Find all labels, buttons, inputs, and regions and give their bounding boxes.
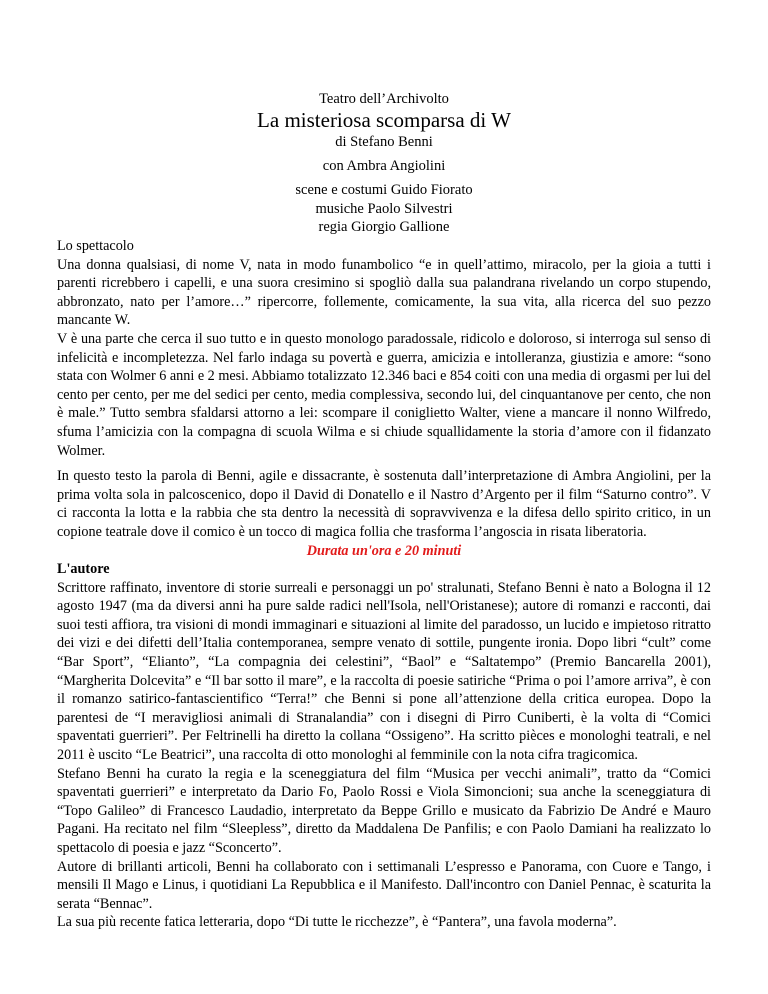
- duration-note: Durata un'ora e 20 minuti: [306, 542, 462, 559]
- author-paragraph: Stefano Benni ha curato la regia e la sceneggiatura del film “Musica per vecchi animali”, tratto da “Comici spaventati guerrieri” e interpretato da Dario Fo, Paolo Rossi e Viola Simoncioni; sua anche la sceneggiatura di “Topo Galileo” di Francesco Laudadio, interpretato da Beppe Grillo e musicato da Fabrizio De André e Mauro Pagani. Ha recitato nel film “Sleepless”, diretto da Maddalena De Panfilis; e con Paolo Damiani ha realizzato lo spettacolo di poesia e jazz “Sconcerto”.: [57, 765, 711, 856]
- author-paragraph: La sua più recente fatica letteraria, dopo “Di tutte le ricchezze”, è “Pantera”, una favola moderna”.: [57, 914, 617, 931]
- credit-direction: regia Giorgio Gallione: [318, 219, 450, 236]
- theatre-name: Teatro dell’Archivolto: [319, 91, 449, 107]
- credits-block: [0, 181, 768, 237]
- show-paragraph: Una donna qualsiasi, di nome V, nata in modo funambolico “e in quell’attimo, miracolo, per la gioia a tutti i parenti ricrebbero i capelli, e una suora cresimino si spogliò dalla sua palandrana rivelando un corpo stupendo, abbronzato, nato per l’amore…” ripercorre, follemente, comicamente, la sua vita, alla ricerca del suo pezzo mancante W.: [57, 256, 711, 329]
- document-body: [57, 237, 711, 932]
- show-author: di Stefano Benni: [335, 134, 433, 150]
- show-heading: Lo spettacolo: [57, 238, 134, 254]
- author-paragraph: Autore di brillanti articoli, Benni ha collaborato con i settimanali L’espresso e Panorama, con Cuore e Tango, i mensili Il Mago e Linus, i quotidiani La Repubblica e il Manifesto. Dall'incontro con Daniel Pennac, è scaturita la serata “Bennac”.: [57, 858, 711, 912]
- credit-music: musiche Paolo Silvestri: [315, 200, 453, 217]
- show-title: La misteriosa scomparsa di W: [257, 108, 511, 132]
- show-cast: con Ambra Angiolini: [322, 158, 446, 174]
- credit-scenes: scene e costumi Guido Fiorato: [295, 182, 473, 198]
- author-paragraph: Scrittore raffinato, inventore di storie surreali e personaggi un po' stralunati, Stefano Benni è nato a Bologna il 12 agosto 1947 (ma da diversi anni ha pure salde radici nell'Isola, nell'Oristanese); autore di romanzi e racconti, dai suoi testi affiora, tra visioni di mondi immaginari e situazioni al limite del paradosso, un lucido e impietoso ritratto dei vizi e dei difetti dell’Italia contemporanea, sempre venato di sottile, pungente ironia. Dopo libri “cult” come “Bar Sport”, “Elianto”, “La compagnia dei celestini”, “Baol” e “Saltatempo” (Premio Bancarella 2001), “Margherita Dolcevita” e “Il bar sotto il mare”, e la raccolta di poesie satiriche “Prima o poi l’amore arriva”, è con il romanzo satirico-fantascientifico “Terra!” che Benni si pone all’attenzione della critica europea. Dopo la parentesi de “I meravigliosi animali di Stranalandia” con i disegni di Pirro Cuniberti, è la volta di “Comici spaventati guerrieri”. Per Feltrinelli ha diretto la collana “Ossigeno”. Ha scritto pièces e monologhi teatrali, e nel 2011 è uscito “Le Beatrici”, una raccolta di otto monologhi al femminile con la nota cifra tragicomica.: [57, 579, 711, 764]
- show-paragraph: In questo testo la parola di Benni, agile e dissacrante, è sostenuta dall’interpretazione di Ambra Angiolini, per la prima volta sola in palcoscenico, dopo il David di Donatello e il Nastro d’Argento per il film “Saturno contro”. V ci racconta la lotta e la rabbia che sta dentro la necessità di sopravvivenza e la difesa dello spirito critico, in un copione teatrale dove il comico è un tocco di magica follia che trasforma l’angoscia in risata liberatoria.: [57, 468, 711, 540]
- show-paragraph: V è una parte che cerca il suo tutto e in questo monologo paradossale, ridicolo e doloroso, si interroga sul senso di infelicità e incompletezza. Nel farlo indaga su povertà e guerra, amicizia e intolleranza, giustizia e amore: “sono stata con Wolmer 6 anni e 2 mesi. Abbiamo totalizzato 12.346 baci e 854 coiti con una media di orgasmi per lui del cento per cento, per me del sedici per cento, media complessiva, secondo lui, del cinquantanove per cento, che non è male.” Tutto sembra sfaldarsi attorno a lei: scompare il coniglietto Walter, viene a mancare il nonno Wilfredo, sfuma l’amicizia con la compagna di scuola Wilma e si chiude squallidamente la storia d’amore con il fidanzato Wolmer.: [57, 330, 711, 459]
- author-heading: L'autore: [57, 561, 110, 578]
